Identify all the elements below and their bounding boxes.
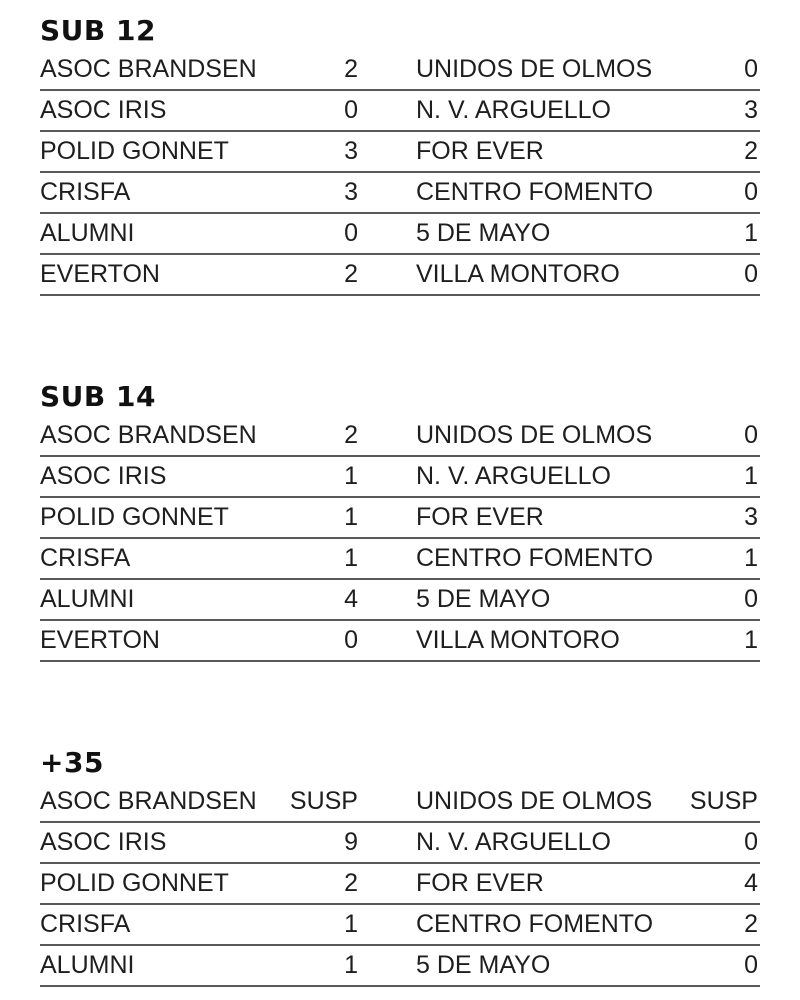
away-score: 0 (744, 585, 758, 613)
away-score: 0 (744, 55, 758, 83)
away-team-name: 5 DE MAYO (416, 951, 551, 979)
home-team-name: ALUMNI (40, 219, 135, 247)
match-row (40, 214, 760, 255)
match-row (40, 173, 760, 214)
away-team-name: N. V. ARGUELLO (416, 828, 611, 856)
match-row (40, 864, 760, 905)
home-score: 1 (344, 462, 358, 490)
match-row (40, 50, 760, 91)
results-table (40, 50, 760, 296)
away-team-name: CENTRO FOMENTO (416, 178, 654, 206)
home-score: 3 (344, 137, 358, 165)
match-row (40, 782, 760, 823)
home-team-name: CRISFA (40, 544, 131, 572)
section-title: SUB 14 (40, 380, 156, 413)
match-row (40, 498, 760, 539)
home-score: 3 (344, 178, 358, 206)
home-team-name: EVERTON (40, 260, 160, 288)
away-score: 1 (744, 626, 758, 654)
section-title: +35 (40, 746, 104, 779)
home-score: 1 (344, 503, 358, 531)
results-table (40, 416, 760, 662)
away-team-name: FOR EVER (416, 869, 544, 897)
section-title: SUB 12 (40, 14, 156, 47)
away-score: SUSP (689, 787, 758, 815)
results-section-sub12 (40, 12, 760, 296)
home-team-name: ASOC BRANDSEN (40, 787, 257, 815)
match-row (40, 580, 760, 621)
away-score: 0 (744, 178, 758, 206)
home-team-name: CRISFA (40, 910, 131, 938)
home-team-name: CRISFA (40, 178, 131, 206)
away-team-name: FOR EVER (416, 503, 544, 531)
home-team-name: EVERTON (40, 626, 160, 654)
match-row (40, 457, 760, 498)
away-score: 1 (744, 462, 758, 490)
away-score: 3 (744, 96, 758, 124)
away-team-name: 5 DE MAYO (416, 219, 551, 247)
away-team-name: FOR EVER (416, 137, 544, 165)
home-score: 0 (344, 219, 358, 247)
home-team-name: POLID GONNET (40, 869, 229, 897)
away-score: 1 (744, 219, 758, 247)
away-score: 1 (744, 544, 758, 572)
home-team-name: ASOC BRANDSEN (40, 421, 257, 449)
match-row (40, 255, 760, 296)
match-row (40, 91, 760, 132)
home-score: SUSP (289, 787, 358, 815)
home-team-name: POLID GONNET (40, 503, 229, 531)
away-team-name: UNIDOS DE OLMOS (416, 421, 653, 449)
away-team-name: CENTRO FOMENTO (416, 544, 654, 572)
match-row (40, 539, 760, 580)
match-row (40, 132, 760, 173)
away-score: 0 (744, 951, 758, 979)
results-section-plus35 (40, 744, 760, 987)
home-score: 0 (344, 96, 358, 124)
home-score: 1 (344, 910, 358, 938)
away-team-name: N. V. ARGUELLO (416, 462, 611, 490)
home-score: 2 (344, 869, 358, 897)
home-score: 1 (344, 544, 358, 572)
home-team-name: POLID GONNET (40, 137, 229, 165)
home-team-name: ASOC IRIS (40, 96, 167, 124)
match-row (40, 416, 760, 457)
away-score: 0 (744, 828, 758, 856)
home-team-name: ASOC IRIS (40, 828, 167, 856)
away-team-name: UNIDOS DE OLMOS (416, 55, 653, 83)
home-score: 0 (344, 626, 358, 654)
away-team-name: VILLA MONTORO (416, 260, 620, 288)
away-team-name: CENTRO FOMENTO (416, 910, 654, 938)
home-score: 4 (344, 585, 358, 613)
match-row (40, 946, 760, 987)
results-table (40, 782, 760, 987)
away-team-name: N. V. ARGUELLO (416, 96, 611, 124)
home-score: 9 (344, 828, 358, 856)
home-team-name: ALUMNI (40, 585, 135, 613)
home-score: 2 (344, 260, 358, 288)
away-team-name: VILLA MONTORO (416, 626, 620, 654)
match-row (40, 823, 760, 864)
home-team-name: ALUMNI (40, 951, 135, 979)
away-score: 0 (744, 260, 758, 288)
home-team-name: ASOC BRANDSEN (40, 55, 257, 83)
home-score: 1 (344, 951, 358, 979)
away-score: 2 (744, 137, 758, 165)
away-score: 3 (744, 503, 758, 531)
home-score: 2 (344, 421, 358, 449)
results-section-sub14 (40, 378, 760, 662)
home-score: 2 (344, 55, 358, 83)
home-team-name: ASOC IRIS (40, 462, 167, 490)
away-score: 2 (744, 910, 758, 938)
away-score: 4 (744, 869, 758, 897)
away-team-name: 5 DE MAYO (416, 585, 551, 613)
away-team-name: UNIDOS DE OLMOS (416, 787, 653, 815)
match-row (40, 621, 760, 662)
away-score: 0 (744, 421, 758, 449)
match-row (40, 905, 760, 946)
